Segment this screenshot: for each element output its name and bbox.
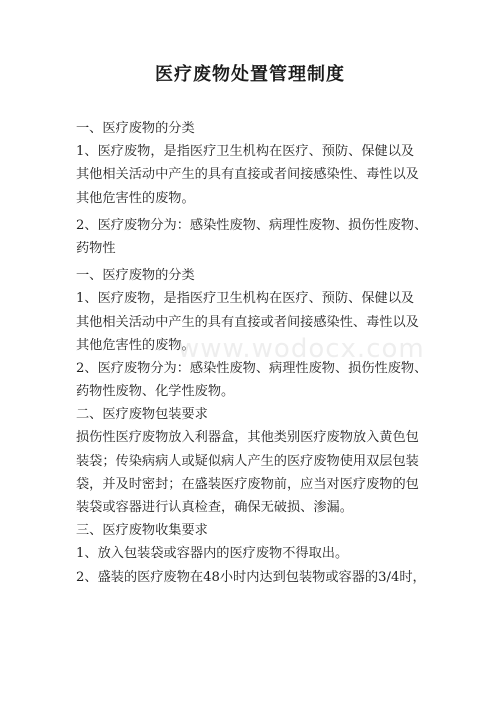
paragraph-line: 其他危害性的废物。 <box>76 337 195 353</box>
paragraph-line: 2、医疗废物分为：感染性废物、病理性废物、损伤性废物、 <box>76 217 428 233</box>
section-heading: 三、医疗废物收集要求 <box>76 523 208 539</box>
section-heading: 一、医疗废物的分类 <box>76 268 195 284</box>
paragraph-line: 装袋或容器进行认真检查，确保无破损、渗漏。 <box>76 500 353 515</box>
section-heading: 一、医疗废物的分类 <box>76 121 195 136</box>
paragraph-line: 袋，并及时密封；在盛装医疗废物前，应当对医疗废物的包 <box>76 476 419 492</box>
paragraph-line: 1、医疗废物，是指医疗卫生机构在医疗、预防、保健以及 <box>76 291 415 307</box>
paragraph-line: 2、医疗废物分为：感染性废物、病理性废物、损伤性废物、 <box>76 360 428 376</box>
paragraph-line: 2、盛装的医疗废物在48小时内达到包装物或容器的3/4时， <box>76 569 426 585</box>
paragraph-line: 装袋；传染病病人或疑似病人产生的医疗废物使用双层包装 <box>76 453 419 469</box>
document-body <box>76 117 428 589</box>
paragraph-line: 其他相关活动中产生的具有直接或者间接感染性、毒性以及 <box>76 167 419 183</box>
paragraph-line: 药物性 <box>76 240 116 256</box>
paragraph-line: 1、放入包装袋或容器内的医疗废物不得取出。 <box>76 546 349 562</box>
section-heading: 二、医疗废物包装要求 <box>76 407 208 423</box>
paragraph-line: 1、医疗废物，是指医疗卫生机构在医疗、预防、保健以及 <box>76 144 415 160</box>
watermark: www.wodocx.com <box>178 334 425 364</box>
document-title: 医疗废物处置管理制度 <box>155 64 345 85</box>
paragraph-line: 药物性废物、化学性废物。 <box>76 384 235 400</box>
paragraph-line: 其他相关活动中产生的具有直接或者间接感染性、毒性以及 <box>76 314 419 330</box>
paragraph-line: 其他危害性的废物。 <box>76 190 195 206</box>
paragraph-line: 损伤性医疗废物放入利器盒，其他类别医疗废物放入黄色包 <box>76 430 419 446</box>
